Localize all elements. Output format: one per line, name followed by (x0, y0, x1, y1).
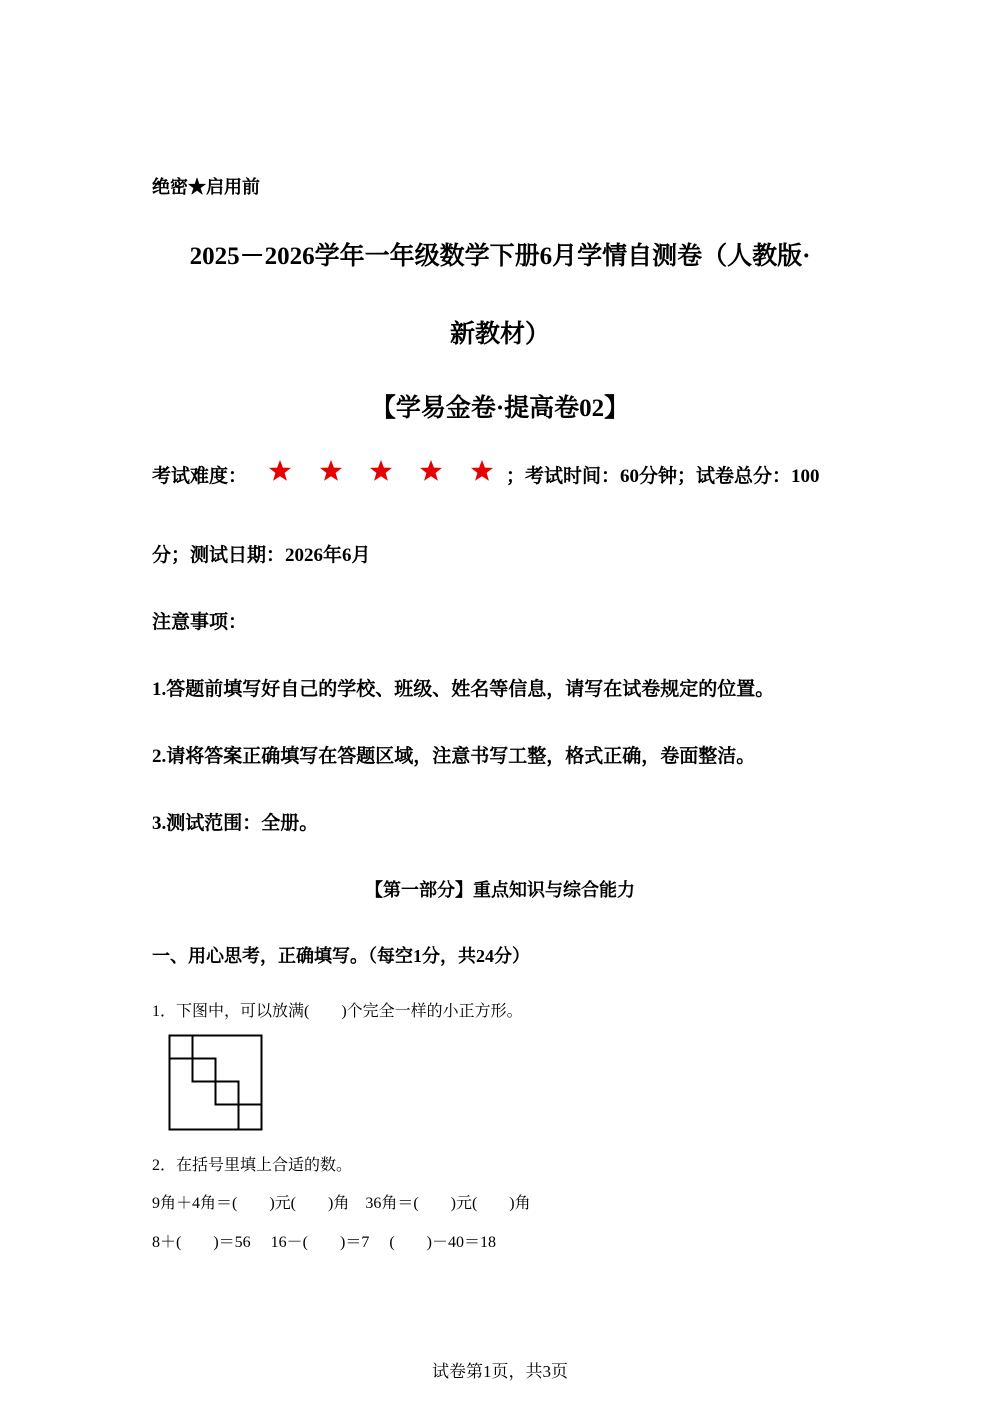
question-2-line-2: 8＋( )＝56 16－( )＝7 ( )－40＝18 (152, 1234, 496, 1251)
exam-date: 分；测试日期：2026年6月 (152, 545, 371, 566)
title-line-1: 2025－2026学年一年级数学下册6月学情自测卷（人教版· (189, 243, 811, 270)
star-icon (319, 459, 343, 483)
question-2: 2．在括号里填上合适的数。 (152, 1157, 353, 1174)
part-heading: 一、用心思考，正确填写。（每空1分，共24分） (152, 946, 530, 966)
star-icon (419, 459, 443, 483)
star-icon (369, 459, 393, 483)
exam-time-score: ；考试时间：60分钟；试卷总分：100 (506, 466, 820, 487)
section-title: 【第一部分】重点知识与综合能力 (365, 880, 635, 900)
page-footer: 试卷第1页，共3页 (432, 1362, 568, 1381)
star-icon (268, 459, 292, 483)
title-line-2: 新教材） (449, 321, 550, 348)
question-1: 1．下图中，可以放满( )个完全一样的小正方形。 (152, 1003, 523, 1020)
note-item: 2.请将答案正确填写在答题区域，注意书写工整，格式正确，卷面整洁。 (152, 746, 756, 767)
square-figure (168, 1034, 264, 1132)
star-icon (470, 459, 494, 483)
notes-heading: 注意事项： (152, 612, 248, 633)
note-item: 3.测试范围：全册。 (152, 813, 319, 834)
difficulty-label: 考试难度： (152, 466, 248, 487)
confidential-label: 绝密★启用前 (152, 177, 260, 197)
paper-subtitle: 【学易金卷·提高卷02】 (370, 395, 630, 422)
note-item: 1.答题前填写好自己的学校、班级、姓名等信息，请写在试卷规定的位置。 (152, 679, 775, 700)
question-2-line-1: 9角＋4角＝( )元( )角 36角＝( )元( )角 (152, 1195, 531, 1212)
